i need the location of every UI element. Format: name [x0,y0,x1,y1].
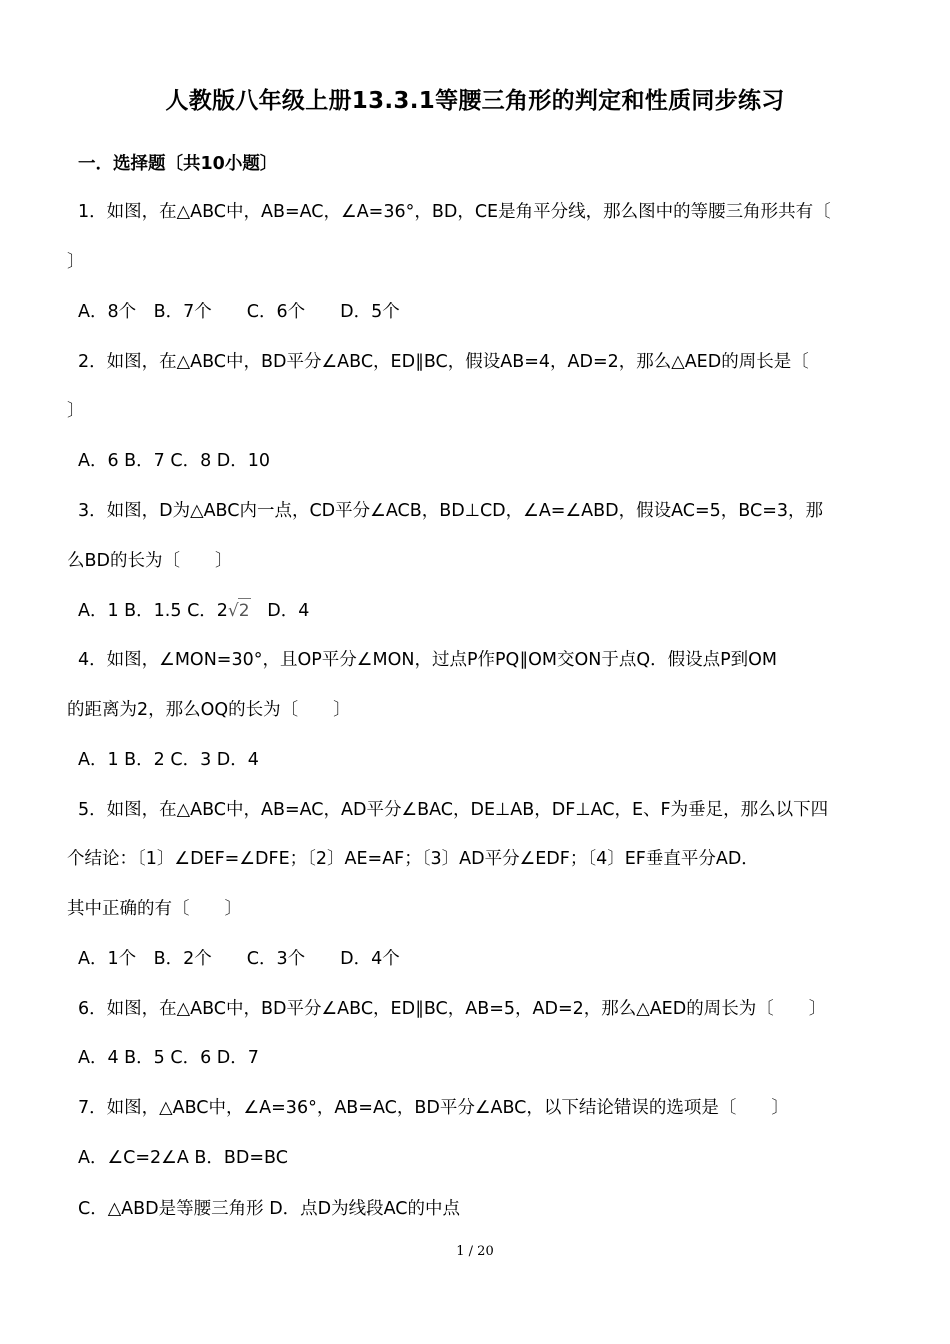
question-3-line-2: 么BD的长为〔 〕 [67,551,233,571]
question-3-options-prefix: A．1 B．1.5 C．2 [78,601,228,621]
section-heading: 一．选择题〔共10小题〕 [78,154,278,174]
question-4-options: A．1 B．2 C．3 D．4 [78,750,259,770]
question-3-options [78,598,309,623]
question-3-line-1: 3．如图，D为△ABC内一点，CD平分∠ACB，BD⊥CD，∠A=∠ABD，假设AC=5，BC=3，那 [78,501,824,521]
question-5-line-3: 其中正确的有〔 〕 [67,899,242,919]
question-3-options-suffix: D．4 [250,601,310,621]
document-title: 人教版八年级上册13.3.1等腰三角形的判定和性质同步练习 [165,88,785,114]
question-7-options-1: A．∠C=2∠A B．BD=BC [78,1148,288,1168]
question-5-line-1: 5．如图，在△ABC中，AB=AC，AD平分∠BAC，DE⊥AB，DF⊥AC，E、F为垂足，那么以下四 [78,800,829,820]
question-4-line-1: 4．如图，∠MON=30°，且OP平分∠MON，过点P作PQ∥OM交ON于点Q．假设点P到OM [78,650,778,670]
page-number: 1 / 20 [456,1244,494,1259]
question-2-line-2: 〕 [67,401,85,421]
question-7-options-2: C．△ABD是等腰三角形 D．点D为线段AC的中点 [78,1199,461,1219]
sqrt-radicand: 2 [238,598,251,623]
question-1-options: A．8个 B．7个 C．6个 D．5个 [78,302,400,322]
sqrt-formula: √2 [228,598,251,623]
question-2-options: A．6 B．7 C．8 D．10 [78,451,271,471]
question-4-line-2: 的距离为2，那么OQ的长为〔 〕 [67,700,351,720]
question-5-options: A．1个 B．2个 C．3个 D．4个 [78,949,400,969]
question-6-line-1: 6．如图，在△ABC中，BD平分∠ABC，ED∥BC，AB=5，AD=2，那么△AED的周长为〔 〕 [78,999,827,1019]
question-6-options: A．4 B．5 C．6 D．7 [78,1048,259,1068]
question-7-line-1: 7．如图，△ABC中，∠A=36°，AB=AC，BD平分∠ABC，以下结论错误的选项是〔 〕 [78,1098,789,1118]
question-5-line-2: 个结论：〔1〕∠DEF=∠DFE；〔2〕AE=AF；〔3〕AD平分∠EDF；〔4〕EF垂直平分AD． [67,849,759,869]
question-1-line-2: 〕 [67,252,85,272]
question-1-line-1: 1．如图，在△ABC中，AB=AC，∠A=36°，BD，CE是角平分线，那么图中的等腰三角形共有〔 [78,202,831,222]
question-2-line-1: 2．如图，在△ABC中，BD平分∠ABC，ED∥BC，假设AB=4，AD=2，那么△AED的周长是〔 [78,352,809,372]
